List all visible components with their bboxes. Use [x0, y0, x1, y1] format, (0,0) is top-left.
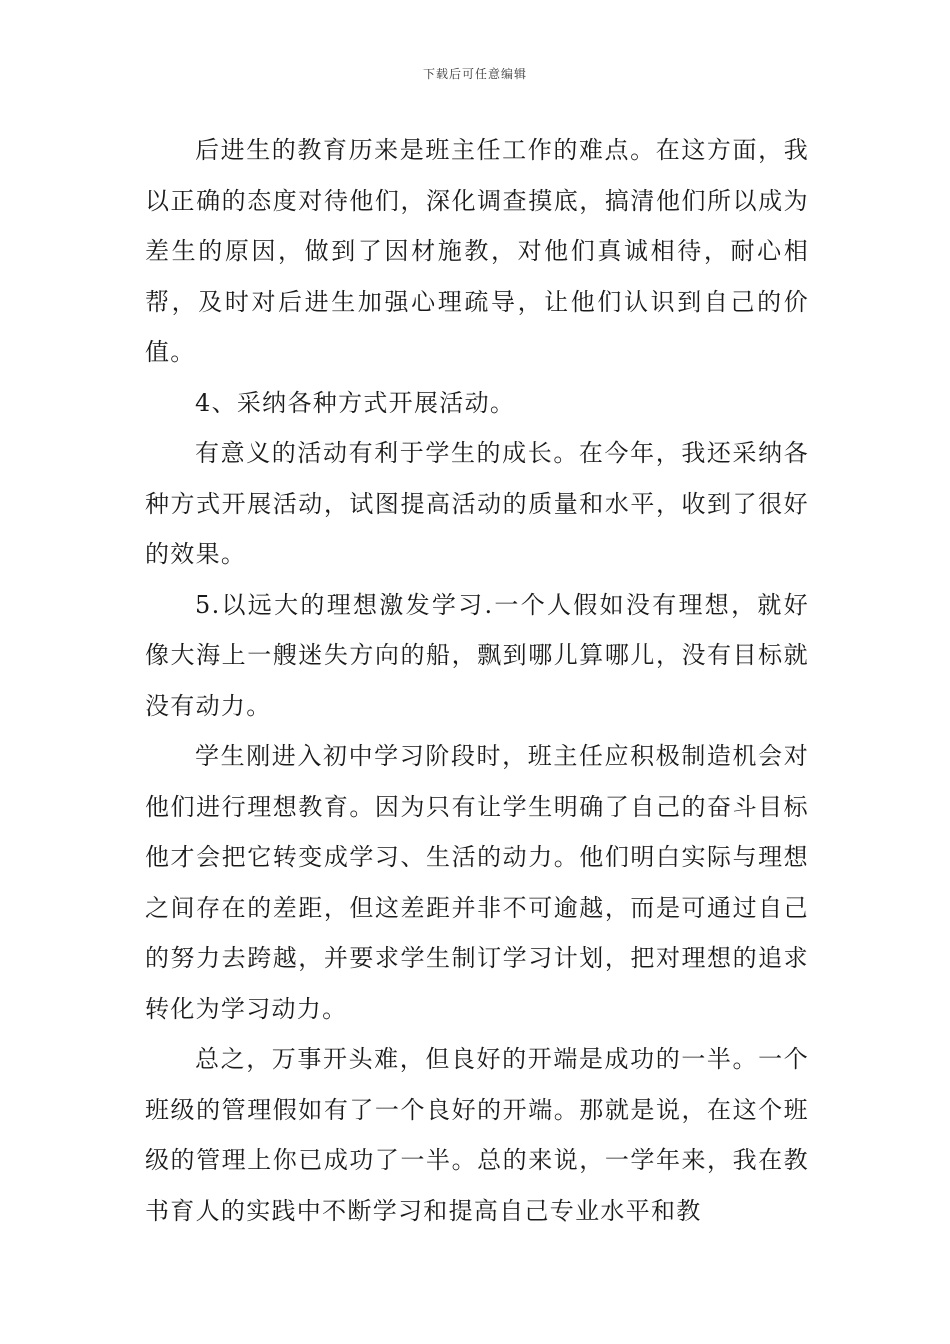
- paragraph-conclusion: 总之，万事开头难，但良好的开端是成功的一半。一个班级的管理假如有了一个良好的开端。那就是说，在这个班级的管理上你已成功了一半。总的来说，一学年来，我在教书育人的实践中不断学习和提高自己专业水平和教: [145, 1045, 809, 1225]
- paragraph-underachievers: 后进生的教育历来是班主任工作的难点。在这方面，我以正确的态度对待他们，深化调查摸底，搞清他们所以成为差生的原因，做到了因材施教，对他们真诚相待，耐心相帮，及时对后进生加强心理疏导，让他们认识到自己的价值。: [145, 136, 809, 366]
- paragraph-heading-activities: 4、采纳各种方式开展活动。: [195, 388, 516, 417]
- paragraph-ideals: 5.以远大的理想激发学习.一个人假如没有理想，就好像大海上一艘迷失方向的船，飘到哪儿算哪儿，没有目标就没有动力。: [145, 590, 809, 720]
- paragraph-ideal-education: 学生刚进入初中学习阶段时，班主任应积极制造机会对他们进行理想教育。因为只有让学生明确了自己的奋斗目标他才会把它转变成学习、生活的动力。他们明白实际与理想之间存在的差距，但这差距并非不可逾越，而是可通过自己的努力去跨越，并要求学生制订学习计划，把对理想的追求转化为学习动力。: [145, 742, 809, 1023]
- paragraph-activities: 有意义的活动有利于学生的成长。在今年，我还采纳各种方式开展活动，试图提高活动的质量和水平，收到了很好的效果。: [145, 439, 809, 568]
- page-header: 下载后可任意编辑: [422, 67, 527, 81]
- document-body: [145, 125, 809, 1236]
